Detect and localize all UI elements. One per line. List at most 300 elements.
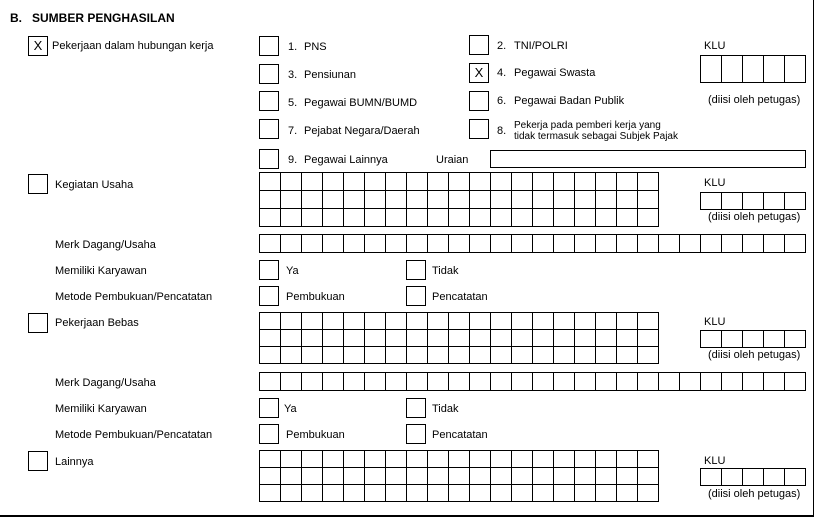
grid-cell[interactable] xyxy=(764,469,785,486)
freelance-karyawan-label: Memiliki Karyawan xyxy=(55,403,147,415)
grid-cell[interactable] xyxy=(722,235,743,253)
grid-cell[interactable] xyxy=(281,373,302,391)
grid-cell[interactable] xyxy=(428,373,449,391)
grid-cell[interactable] xyxy=(596,451,617,468)
grid-cell[interactable] xyxy=(722,469,743,486)
grid-cell[interactable] xyxy=(323,485,344,502)
grid-cell[interactable] xyxy=(302,313,323,330)
grid-cell[interactable] xyxy=(491,191,512,209)
grid-cell[interactable] xyxy=(260,209,281,227)
grid-cell[interactable] xyxy=(554,468,575,485)
grid-cell[interactable] xyxy=(575,173,596,191)
grid-cell[interactable] xyxy=(281,468,302,485)
option-pegawai-lainnya-checkbox[interactable] xyxy=(259,149,279,169)
option-pensiunan-number: 3. xyxy=(288,69,298,81)
grid-cell[interactable] xyxy=(596,235,617,253)
grid-cell[interactable] xyxy=(428,485,449,502)
grid-cell[interactable] xyxy=(302,485,323,502)
grid-cell[interactable] xyxy=(470,191,491,209)
grid-cell[interactable] xyxy=(575,373,596,391)
grid-cell[interactable] xyxy=(365,485,386,502)
grid-cell[interactable] xyxy=(491,468,512,485)
grid-cell[interactable] xyxy=(407,313,428,330)
grid-cell[interactable] xyxy=(512,373,533,391)
grid-cell[interactable] xyxy=(554,485,575,502)
grid-cell[interactable] xyxy=(323,173,344,191)
grid-cell[interactable] xyxy=(365,330,386,347)
other-checkbox[interactable] xyxy=(28,451,48,471)
grid-cell[interactable] xyxy=(554,313,575,330)
grid-cell[interactable] xyxy=(617,191,638,209)
grid-cell[interactable] xyxy=(470,373,491,391)
grid-cell[interactable] xyxy=(533,235,554,253)
grid-cell[interactable] xyxy=(323,330,344,347)
grid-cell[interactable] xyxy=(764,235,785,253)
grid-cell[interactable] xyxy=(407,330,428,347)
option-pegawai-lainnya-label: Pegawai Lainnya xyxy=(304,154,388,166)
grid-cell[interactable] xyxy=(785,373,806,391)
grid-cell[interactable] xyxy=(407,209,428,227)
grid-cell[interactable] xyxy=(764,331,785,348)
grid-cell[interactable] xyxy=(512,347,533,364)
grid-cell[interactable] xyxy=(596,173,617,191)
grid-cell[interactable] xyxy=(533,173,554,191)
grid-cell[interactable] xyxy=(281,485,302,502)
grid-cell[interactable] xyxy=(365,313,386,330)
grid-cell[interactable] xyxy=(407,373,428,391)
employment-klu-label: KLU xyxy=(704,40,726,52)
grid-cell[interactable] xyxy=(260,330,281,347)
grid-cell[interactable] xyxy=(344,468,365,485)
option-pensiunan-label: Pensiunan xyxy=(304,69,356,81)
grid-cell[interactable] xyxy=(344,191,365,209)
grid-cell[interactable] xyxy=(281,330,302,347)
option-tni-polri-label: TNI/POLRI xyxy=(514,40,568,52)
grid-cell[interactable] xyxy=(491,313,512,330)
grid-cell[interactable] xyxy=(449,313,470,330)
grid-cell[interactable] xyxy=(554,209,575,227)
other-description-grid[interactable] xyxy=(259,450,659,502)
grid-cell[interactable] xyxy=(722,193,743,210)
grid-cell[interactable] xyxy=(638,173,659,191)
grid-cell[interactable] xyxy=(491,209,512,227)
grid-cell[interactable] xyxy=(260,235,281,253)
business-merk-label: Merk Dagang/Usaha xyxy=(55,239,156,251)
business-karyawan-ya-checkbox[interactable] xyxy=(259,260,279,280)
grid-cell[interactable] xyxy=(491,235,512,253)
business-checkbox[interactable] xyxy=(28,174,48,194)
grid-cell[interactable] xyxy=(365,191,386,209)
grid-cell[interactable] xyxy=(785,235,806,253)
option-tni-polri-number: 2. xyxy=(497,40,507,52)
grid-cell[interactable] xyxy=(302,347,323,364)
employment-checkbox[interactable]: X xyxy=(28,36,48,56)
grid-cell[interactable] xyxy=(743,235,764,253)
employment-klu-note: (diisi oleh petugas) xyxy=(708,94,801,106)
grid-cell[interactable] xyxy=(596,468,617,485)
grid-cell[interactable] xyxy=(512,209,533,227)
grid-cell[interactable] xyxy=(428,235,449,253)
grid-cell[interactable] xyxy=(638,191,659,209)
grid-cell[interactable] xyxy=(554,451,575,468)
grid-cell[interactable] xyxy=(596,347,617,364)
grid-cell[interactable] xyxy=(470,235,491,253)
grid-cell[interactable] xyxy=(617,173,638,191)
option-bumn-checkbox[interactable] xyxy=(259,91,279,111)
grid-cell[interactable] xyxy=(407,451,428,468)
grid-cell[interactable] xyxy=(428,468,449,485)
grid-cell[interactable] xyxy=(386,451,407,468)
grid-cell[interactable] xyxy=(512,235,533,253)
grid-cell[interactable] xyxy=(491,451,512,468)
business-pencatatan-checkbox[interactable] xyxy=(406,286,426,306)
freelance-pencatatan-checkbox[interactable] xyxy=(406,424,426,444)
grid-cell[interactable] xyxy=(470,330,491,347)
grid-cell[interactable] xyxy=(449,468,470,485)
grid-cell[interactable] xyxy=(701,235,722,253)
grid-cell[interactable] xyxy=(449,209,470,227)
grid-cell[interactable] xyxy=(512,451,533,468)
grid-cell[interactable] xyxy=(449,191,470,209)
grid-cell[interactable] xyxy=(344,451,365,468)
grid-cell[interactable] xyxy=(575,191,596,209)
grid-cell[interactable] xyxy=(386,373,407,391)
grid-cell[interactable] xyxy=(491,373,512,391)
option-bumn-number: 5. xyxy=(288,97,298,109)
grid-cell[interactable] xyxy=(617,347,638,364)
grid-cell[interactable] xyxy=(533,330,554,347)
grid-cell[interactable] xyxy=(680,235,701,253)
klu-cell[interactable] xyxy=(764,56,785,83)
grid-cell[interactable] xyxy=(491,347,512,364)
business-pencatatan-label: Pencatatan xyxy=(432,291,488,303)
grid-cell[interactable] xyxy=(302,330,323,347)
grid-cell[interactable] xyxy=(533,313,554,330)
grid-cell[interactable] xyxy=(743,331,764,348)
grid-cell[interactable] xyxy=(617,209,638,227)
grid-cell[interactable] xyxy=(365,468,386,485)
business-metode-label: Metode Pembukuan/Pencatatan xyxy=(55,291,213,303)
grid-cell[interactable] xyxy=(407,468,428,485)
grid-cell[interactable] xyxy=(428,347,449,364)
option-non-subjek-pajak-number: 8. xyxy=(497,125,507,137)
grid-cell[interactable] xyxy=(449,330,470,347)
grid-cell[interactable] xyxy=(596,485,617,502)
grid-cell[interactable] xyxy=(659,373,680,391)
grid-cell[interactable] xyxy=(722,331,743,348)
grid-cell[interactable] xyxy=(407,191,428,209)
employment-klu-grid[interactable] xyxy=(700,55,806,83)
grid-cell[interactable] xyxy=(344,347,365,364)
grid-cell[interactable] xyxy=(260,451,281,468)
grid-cell[interactable] xyxy=(281,451,302,468)
grid-cell[interactable] xyxy=(638,485,659,502)
grid-cell[interactable] xyxy=(302,191,323,209)
option-pejabat-checkbox[interactable] xyxy=(259,119,279,139)
grid-cell[interactable] xyxy=(281,235,302,253)
grid-cell[interactable] xyxy=(617,485,638,502)
grid-cell[interactable] xyxy=(428,209,449,227)
business-karyawan-tidak-label: Tidak xyxy=(432,265,459,277)
option-pns-label: PNS xyxy=(304,41,327,53)
grid-cell[interactable] xyxy=(785,193,806,210)
uraian-input[interactable] xyxy=(490,150,806,168)
grid-cell[interactable] xyxy=(575,313,596,330)
option-badan-publik-checkbox[interactable] xyxy=(469,91,489,111)
grid-cell[interactable] xyxy=(344,209,365,227)
grid-cell[interactable] xyxy=(533,347,554,364)
klu-cell[interactable] xyxy=(785,56,806,83)
grid-cell[interactable] xyxy=(596,313,617,330)
grid-cell[interactable] xyxy=(512,468,533,485)
option-badan-publik-number: 6. xyxy=(497,95,507,107)
grid-cell[interactable] xyxy=(470,347,491,364)
grid-cell[interactable] xyxy=(449,373,470,391)
option-pegawai-swasta-checkbox[interactable]: X xyxy=(469,63,489,83)
grid-cell[interactable] xyxy=(323,313,344,330)
grid-cell[interactable] xyxy=(617,373,638,391)
grid-cell[interactable] xyxy=(533,209,554,227)
grid-cell[interactable] xyxy=(260,173,281,191)
grid-cell[interactable] xyxy=(533,468,554,485)
freelance-checkbox[interactable] xyxy=(28,313,48,333)
grid-cell[interactable] xyxy=(428,330,449,347)
grid-cell[interactable] xyxy=(449,235,470,253)
grid-cell[interactable] xyxy=(554,173,575,191)
grid-cell[interactable] xyxy=(323,191,344,209)
option-pensiunan-checkbox[interactable] xyxy=(259,64,279,84)
grid-cell[interactable] xyxy=(680,373,701,391)
grid-cell[interactable] xyxy=(470,468,491,485)
grid-cell[interactable] xyxy=(449,451,470,468)
grid-cell[interactable] xyxy=(470,485,491,502)
klu-cell[interactable] xyxy=(743,56,764,83)
business-klu-grid[interactable] xyxy=(700,192,806,210)
freelance-karyawan-ya-label: Ya xyxy=(284,403,297,415)
grid-cell[interactable] xyxy=(449,173,470,191)
grid-cell[interactable] xyxy=(638,468,659,485)
grid-cell[interactable] xyxy=(365,235,386,253)
grid-cell[interactable] xyxy=(554,235,575,253)
grid-cell[interactable] xyxy=(617,235,638,253)
grid-cell[interactable] xyxy=(785,331,806,348)
grid-cell[interactable] xyxy=(554,347,575,364)
grid-cell[interactable] xyxy=(638,330,659,347)
grid-cell[interactable] xyxy=(617,313,638,330)
grid-cell[interactable] xyxy=(470,173,491,191)
grid-cell[interactable] xyxy=(659,235,680,253)
grid-cell[interactable] xyxy=(596,330,617,347)
grid-cell[interactable] xyxy=(596,209,617,227)
grid-cell[interactable] xyxy=(638,451,659,468)
freelance-karyawan-ya-checkbox[interactable] xyxy=(259,398,279,418)
grid-cell[interactable] xyxy=(302,451,323,468)
grid-cell[interactable] xyxy=(533,485,554,502)
grid-cell[interactable] xyxy=(701,373,722,391)
grid-cell[interactable] xyxy=(302,235,323,253)
grid-cell[interactable] xyxy=(533,191,554,209)
option-pejabat-label: Pejabat Negara/Daerah xyxy=(304,125,420,137)
grid-cell[interactable] xyxy=(470,313,491,330)
grid-cell[interactable] xyxy=(575,330,596,347)
grid-cell[interactable] xyxy=(596,191,617,209)
grid-cell[interactable] xyxy=(701,193,722,210)
grid-cell[interactable] xyxy=(638,235,659,253)
grid-cell[interactable] xyxy=(743,373,764,391)
freelance-pembukuan-label: Pembukuan xyxy=(286,429,345,441)
freelance-klu-grid[interactable] xyxy=(700,330,806,348)
grid-cell[interactable] xyxy=(365,373,386,391)
grid-cell[interactable] xyxy=(365,173,386,191)
grid-cell[interactable] xyxy=(407,347,428,364)
option-pejabat-number: 7. xyxy=(288,125,298,137)
freelance-merk-grid[interactable] xyxy=(259,372,806,391)
grid-cell[interactable] xyxy=(617,468,638,485)
grid-cell[interactable] xyxy=(743,469,764,486)
grid-cell[interactable] xyxy=(323,468,344,485)
grid-cell[interactable] xyxy=(701,469,722,486)
grid-cell[interactable] xyxy=(638,313,659,330)
other-label: Lainnya xyxy=(55,456,94,468)
grid-cell[interactable] xyxy=(701,331,722,348)
grid-cell[interactable] xyxy=(260,191,281,209)
grid-cell[interactable] xyxy=(323,451,344,468)
grid-cell[interactable] xyxy=(386,313,407,330)
option-pns-checkbox[interactable] xyxy=(259,36,279,56)
grid-cell[interactable] xyxy=(575,468,596,485)
grid-cell[interactable] xyxy=(281,347,302,364)
grid-cell[interactable] xyxy=(344,173,365,191)
grid-cell[interactable] xyxy=(470,451,491,468)
grid-cell[interactable] xyxy=(344,330,365,347)
grid-cell[interactable] xyxy=(260,485,281,502)
grid-cell[interactable] xyxy=(260,373,281,391)
business-klu-note: (diisi oleh petugas) xyxy=(708,211,801,223)
business-klu-label: KLU xyxy=(704,177,726,189)
grid-cell[interactable] xyxy=(575,485,596,502)
grid-cell[interactable] xyxy=(323,235,344,253)
grid-cell[interactable] xyxy=(722,373,743,391)
grid-cell[interactable] xyxy=(449,485,470,502)
grid-cell[interactable] xyxy=(323,209,344,227)
freelance-karyawan-tidak-checkbox[interactable] xyxy=(406,398,426,418)
grid-cell[interactable] xyxy=(344,485,365,502)
grid-cell[interactable] xyxy=(638,373,659,391)
grid-cell[interactable] xyxy=(533,373,554,391)
grid-cell[interactable] xyxy=(638,347,659,364)
grid-cell[interactable] xyxy=(512,330,533,347)
option-tni-polri-checkbox[interactable] xyxy=(469,35,489,55)
freelance-description-grid[interactable] xyxy=(259,312,659,364)
grid-cell[interactable] xyxy=(302,173,323,191)
grid-cell[interactable] xyxy=(575,347,596,364)
grid-cell[interactable] xyxy=(764,373,785,391)
grid-cell[interactable] xyxy=(575,451,596,468)
grid-cell[interactable] xyxy=(533,451,554,468)
grid-cell[interactable] xyxy=(386,347,407,364)
business-karyawan-tidak-checkbox[interactable] xyxy=(406,260,426,280)
grid-cell[interactable] xyxy=(386,468,407,485)
grid-cell[interactable] xyxy=(407,485,428,502)
grid-cell[interactable] xyxy=(554,191,575,209)
grid-cell[interactable] xyxy=(302,209,323,227)
grid-cell[interactable] xyxy=(575,235,596,253)
grid-cell[interactable] xyxy=(491,485,512,502)
grid-cell[interactable] xyxy=(365,209,386,227)
uraian-label: Uraian xyxy=(436,154,469,166)
grid-cell[interactable] xyxy=(260,313,281,330)
grid-cell[interactable] xyxy=(344,313,365,330)
grid-cell[interactable] xyxy=(281,173,302,191)
grid-cell[interactable] xyxy=(554,373,575,391)
grid-cell[interactable] xyxy=(302,468,323,485)
grid-cell[interactable] xyxy=(491,173,512,191)
grid-cell[interactable] xyxy=(491,330,512,347)
grid-cell[interactable] xyxy=(428,191,449,209)
grid-cell[interactable] xyxy=(407,235,428,253)
business-description-grid[interactable] xyxy=(259,172,659,227)
grid-cell[interactable] xyxy=(617,330,638,347)
grid-cell[interactable] xyxy=(428,451,449,468)
grid-cell[interactable] xyxy=(470,209,491,227)
grid-cell[interactable] xyxy=(281,209,302,227)
business-merk-grid[interactable] xyxy=(259,234,806,253)
grid-cell[interactable] xyxy=(386,330,407,347)
grid-cell[interactable] xyxy=(512,191,533,209)
grid-cell[interactable] xyxy=(743,193,764,210)
grid-cell[interactable] xyxy=(386,191,407,209)
grid-cell[interactable] xyxy=(617,451,638,468)
grid-cell[interactable] xyxy=(785,469,806,486)
klu-cell[interactable] xyxy=(701,56,722,83)
option-pns-number: 1. xyxy=(288,41,298,53)
grid-cell[interactable] xyxy=(386,235,407,253)
grid-cell[interactable] xyxy=(344,373,365,391)
grid-cell[interactable] xyxy=(512,485,533,502)
grid-cell[interactable] xyxy=(638,209,659,227)
grid-cell[interactable] xyxy=(281,313,302,330)
grid-cell[interactable] xyxy=(281,191,302,209)
grid-cell[interactable] xyxy=(575,209,596,227)
grid-cell[interactable] xyxy=(386,173,407,191)
business-pembukuan-checkbox[interactable] xyxy=(259,286,279,306)
grid-cell[interactable] xyxy=(386,209,407,227)
grid-cell[interactable] xyxy=(260,347,281,364)
grid-cell[interactable] xyxy=(428,173,449,191)
grid-cell[interactable] xyxy=(344,235,365,253)
grid-cell[interactable] xyxy=(260,468,281,485)
grid-cell[interactable] xyxy=(323,373,344,391)
grid-cell[interactable] xyxy=(428,313,449,330)
freelance-pembukuan-checkbox[interactable] xyxy=(259,424,279,444)
option-non-subjek-pajak-checkbox[interactable] xyxy=(469,119,489,139)
other-klu-grid[interactable] xyxy=(700,468,806,486)
grid-cell[interactable] xyxy=(323,347,344,364)
grid-cell[interactable] xyxy=(407,173,428,191)
klu-cell[interactable] xyxy=(722,56,743,83)
grid-cell[interactable] xyxy=(512,173,533,191)
grid-cell[interactable] xyxy=(365,451,386,468)
option-pegawai-swasta-label: Pegawai Swasta xyxy=(514,67,596,79)
grid-cell[interactable] xyxy=(386,485,407,502)
grid-cell[interactable] xyxy=(512,313,533,330)
grid-cell[interactable] xyxy=(449,347,470,364)
grid-cell[interactable] xyxy=(764,193,785,210)
grid-cell[interactable] xyxy=(302,373,323,391)
grid-cell[interactable] xyxy=(596,373,617,391)
grid-cell[interactable] xyxy=(554,330,575,347)
grid-cell[interactable] xyxy=(365,347,386,364)
